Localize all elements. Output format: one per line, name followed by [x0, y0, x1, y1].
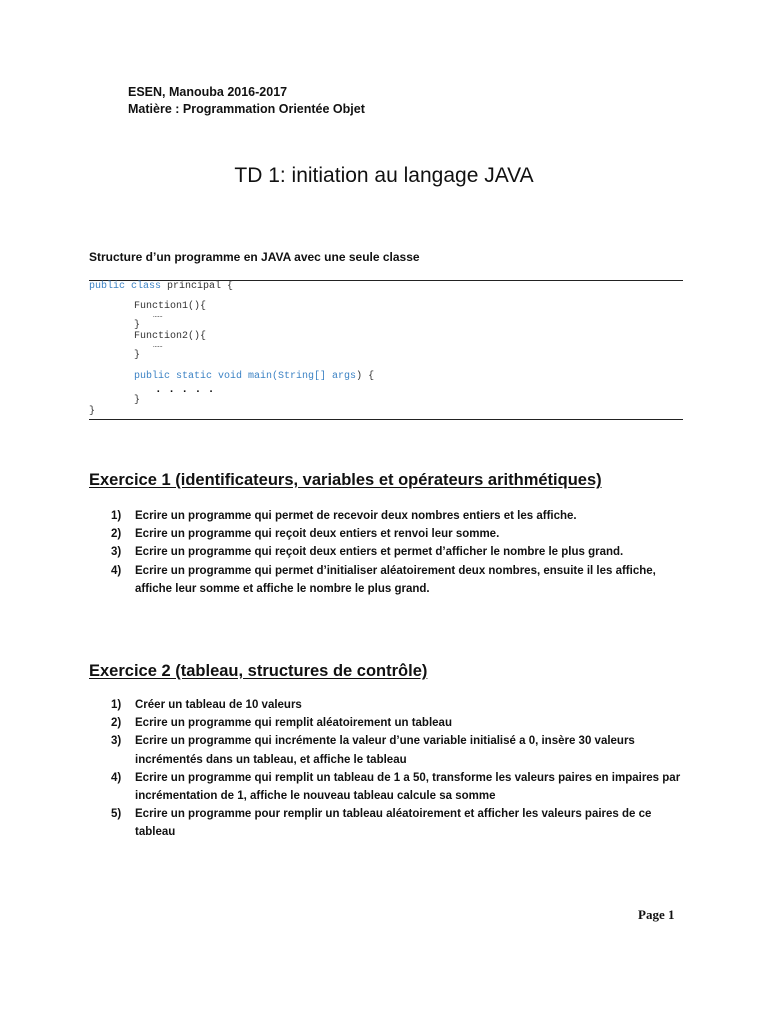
code-line-close-class: } [89, 406, 96, 417]
code-line-dots-2: …… [153, 341, 163, 350]
code-line-main [134, 371, 374, 383]
list-item [111, 507, 681, 525]
code-main-args: String[] args [278, 371, 357, 382]
page-number: Page 1 [638, 907, 675, 922]
list-item [111, 525, 681, 543]
list-item [111, 732, 681, 768]
structure-heading: Structure d’un programme en JAVA avec une seule classe [89, 250, 420, 264]
item-text: Ecrire un programme qui reçoit deux entiers et permet d’afficher le nombre le plus grand. [135, 546, 624, 559]
code-main-end: ) { [356, 371, 375, 382]
code-line-close-1: } [134, 320, 141, 331]
item-text: Ecrire un programme qui reçoit deux entiers et renvoi leur somme. [135, 528, 500, 541]
list-item [111, 769, 681, 805]
item-number: 5) [111, 808, 122, 821]
code-class-name: principal { [161, 281, 234, 292]
exercise2-list [111, 696, 681, 842]
document-title: TD 1: initiation au langage JAVA [234, 164, 534, 187]
code-line-close-main: } [134, 395, 141, 406]
item-number: 1) [111, 510, 122, 522]
item-number: 4) [111, 771, 122, 784]
list-item [111, 696, 681, 714]
item-text: Ecrire un programme qui remplit un tableau de 1 a 50, transforme les valeurs paires en impaires par incrémentation de 1, affiche le nouveau tableau calcule sa somme [135, 771, 681, 803]
item-number: 3) [111, 735, 122, 748]
code-keyword: public class [89, 281, 162, 292]
item-text: Ecrire un programme qui incrémente la valeur d’une variable initialisé a 0, insère 30 valeurs incrémentés dans un tableau, et affiche le tableau [135, 735, 635, 766]
code-line-close-2: } [134, 350, 141, 361]
exercise1-title: Exercice 1 (identificateurs, variables et opérateurs arithmétiques) [89, 471, 602, 489]
code-line-body-dots: . . . . . [155, 384, 215, 396]
institution-line: ESEN, Manouba 2016-2017 [128, 85, 288, 99]
item-text: Créer un tableau de 10 valeurs [135, 699, 302, 711]
item-text: Ecrire un programme pour remplir un tableau aléatoirement et afficher les valeurs paires de ce tableau [135, 808, 652, 839]
code-block [89, 280, 683, 420]
list-item [111, 805, 681, 841]
item-text: Ecrire un programme qui permet d’initialiser aléatoirement deux nombres, ensuite il les affiche, affiche leur somme et affiche le nombre le plus grand. [135, 564, 656, 595]
item-number: 1) [111, 699, 122, 711]
exercise2-title: Exercice 2 (tableau, structures de contrôle) [89, 662, 428, 680]
code-line-dots-1: …… [153, 311, 163, 320]
item-number: 2) [111, 528, 122, 541]
item-text: Ecrire un programme qui permet de recevoir deux nombres entiers et les affiche. [135, 510, 577, 522]
item-number: 3) [111, 546, 122, 559]
exercise1-list [111, 507, 681, 598]
item-number: 4) [111, 564, 122, 577]
code-line-function1: Function1(){ [134, 301, 207, 312]
list-item [111, 562, 681, 598]
code-keyword-main: public static void [134, 371, 243, 382]
subject-line: Matière : Programmation Orientée Objet [128, 102, 365, 116]
item-text: Ecrire un programme qui remplit aléatoirement un tableau [135, 717, 452, 730]
code-line-class [89, 281, 233, 293]
code-main-name: main( [242, 371, 279, 382]
list-item [111, 714, 681, 732]
list-item [111, 543, 681, 561]
item-number: 2) [111, 717, 122, 730]
code-line-function2: Function2(){ [134, 331, 207, 342]
